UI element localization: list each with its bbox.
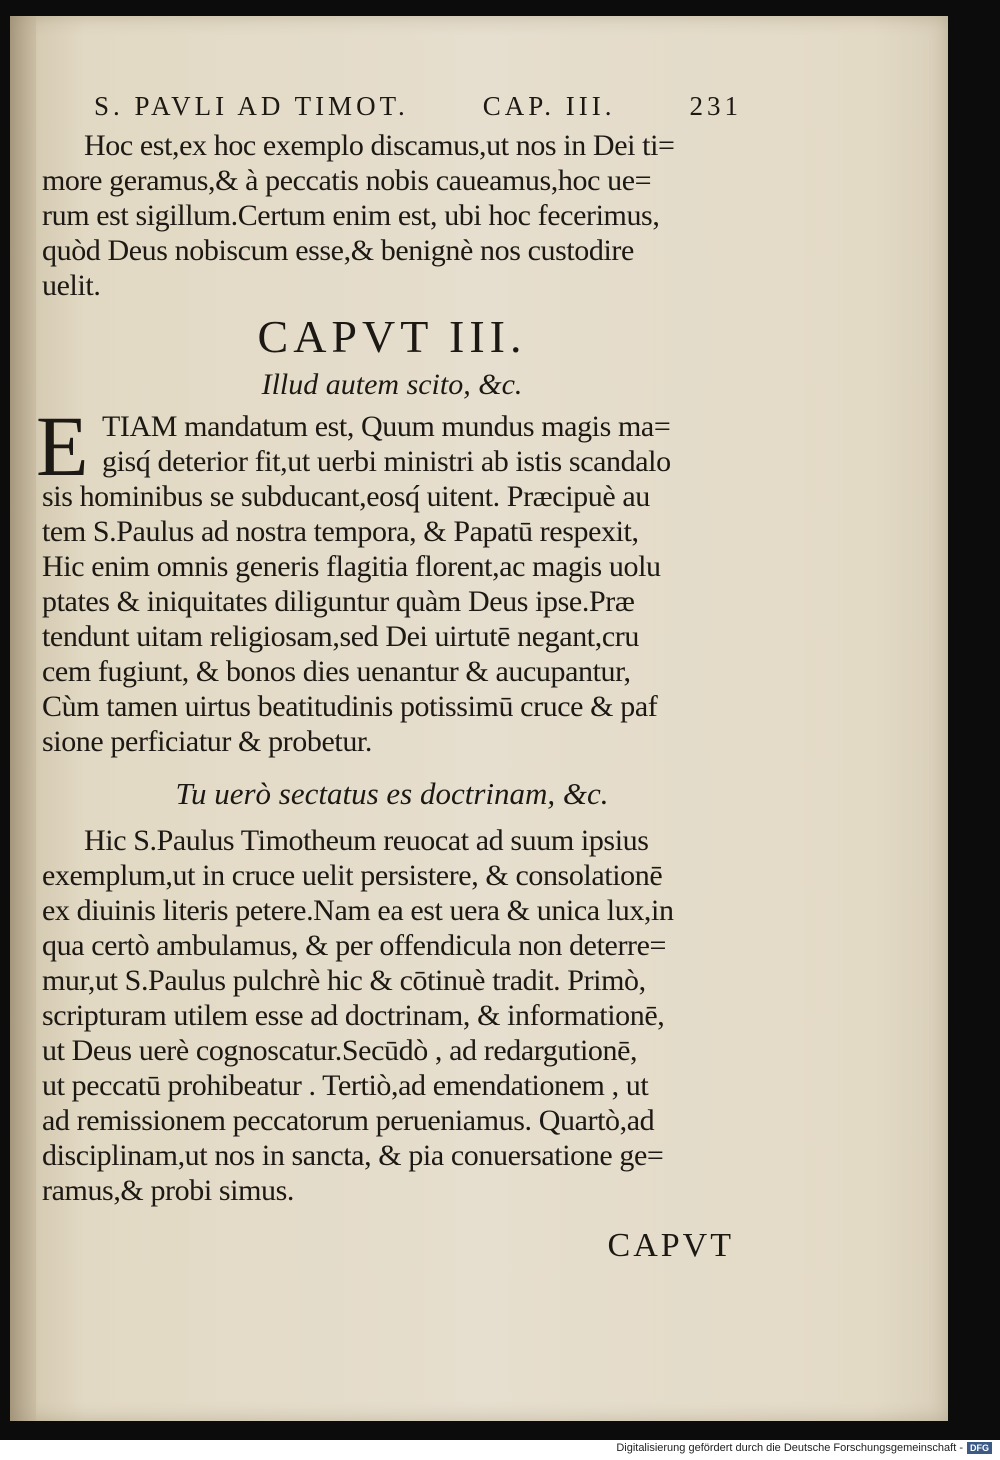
chapter-title: CAPVT III. [257, 311, 527, 362]
text-line: exemplum,ut in cruce uelit persistere, & consolationē [42, 859, 663, 892]
running-head-title: S. PAVLI AD TIMOT. [94, 91, 409, 121]
intro-paragraph [42, 128, 742, 303]
text-line: Hoc est,ex hoc exemplo discamus,ut nos in Dei ti= [84, 129, 675, 162]
dfg-logo: DFG [967, 1442, 992, 1454]
page-gutter [10, 16, 36, 1421]
text-line: Hic enim omnis generis flagitia florent,ac magis uolu [42, 550, 661, 583]
text-line: mur,ut S.Paulus pulchrè hic & cōtinuè tradit. Primò, [42, 964, 646, 997]
text-line: rum est sigillum.Certum enim est, ubi hoc fecerimus, [42, 199, 660, 232]
catchword: CAPVT [607, 1227, 734, 1264]
paragraph-2 [42, 823, 742, 1208]
text-line: sis hominibus se subducant,eosq́ uitent. Præcipuè au [42, 480, 650, 513]
paragraph-1 [36, 398, 742, 759]
page-text [36, 84, 742, 1270]
text-line: scripturam utilem esse ad doctrinam, & informationē, [42, 999, 665, 1032]
footer-credit [616, 1442, 992, 1454]
text-line: ptates & iniquitates diliguntur quàm Deus ipse.Præ [42, 585, 635, 618]
text-line: cem fugiunt, & bonos dies uenantur & aucupantur, [42, 655, 631, 688]
incipit-heading: Tu uerò sectatus es doctrinam, &c. [175, 776, 609, 811]
running-head [42, 84, 742, 128]
text-line: ramus,& probi simus. [42, 1174, 294, 1207]
text-line: tem S.Paulus ad nostra tempora, & Papatū respexit, [42, 515, 639, 548]
text-line: gisq́ deterior fit,ut uerbi ministri ab istis scandalo [102, 445, 671, 478]
text-line: more geramus,& à peccatis nobis caueamus,hoc ue= [42, 164, 652, 197]
incipit-heading: Illud autem scito, &c. [261, 368, 523, 401]
text-line: tendunt uitam religiosam,sed Dei uirtutē negant,cru [42, 620, 639, 653]
folio-number: 231 [689, 91, 742, 121]
text-line: Cùm tamen uirtus beatitudinis potissimū cruce & paf [42, 690, 658, 723]
credit-text: Digitalisierung gefördert durch die Deutsche Forschungsgemeinschaft - [616, 1442, 963, 1454]
text-line: quòd Deus nobiscum esse,& benignè nos custodire [42, 234, 634, 267]
text-line: ut Deus uerè cognoscatur.Secūdò , ad redargutionē, [42, 1034, 638, 1067]
text-line: ad remissionem peccatorum perueniamus. Quartò,ad [42, 1104, 655, 1137]
running-head-chapter: CAP. III. [482, 91, 616, 121]
text-line: disciplinam,ut nos in sancta, & pia conuersatione ge= [42, 1139, 664, 1172]
text-line: TIAM mandatum est, Quum mundus magis ma= [102, 410, 671, 443]
text-line: ut peccatū prohibeatur . Tertiò,ad emendationem , ut [42, 1069, 649, 1102]
text-line: ex diuinis literis petere.Nam ea est uera & unica lux,in [42, 894, 674, 927]
text-line: Hic S.Paulus Timotheum reuocat ad suum ipsius [84, 824, 649, 857]
text-line: uelit. [42, 269, 101, 302]
text-line: qua certò ambulamus, & per offendicula non deterre= [42, 929, 667, 962]
drop-cap: E [36, 398, 89, 494]
text-line: sione perficiatur & probetur. [42, 725, 372, 758]
